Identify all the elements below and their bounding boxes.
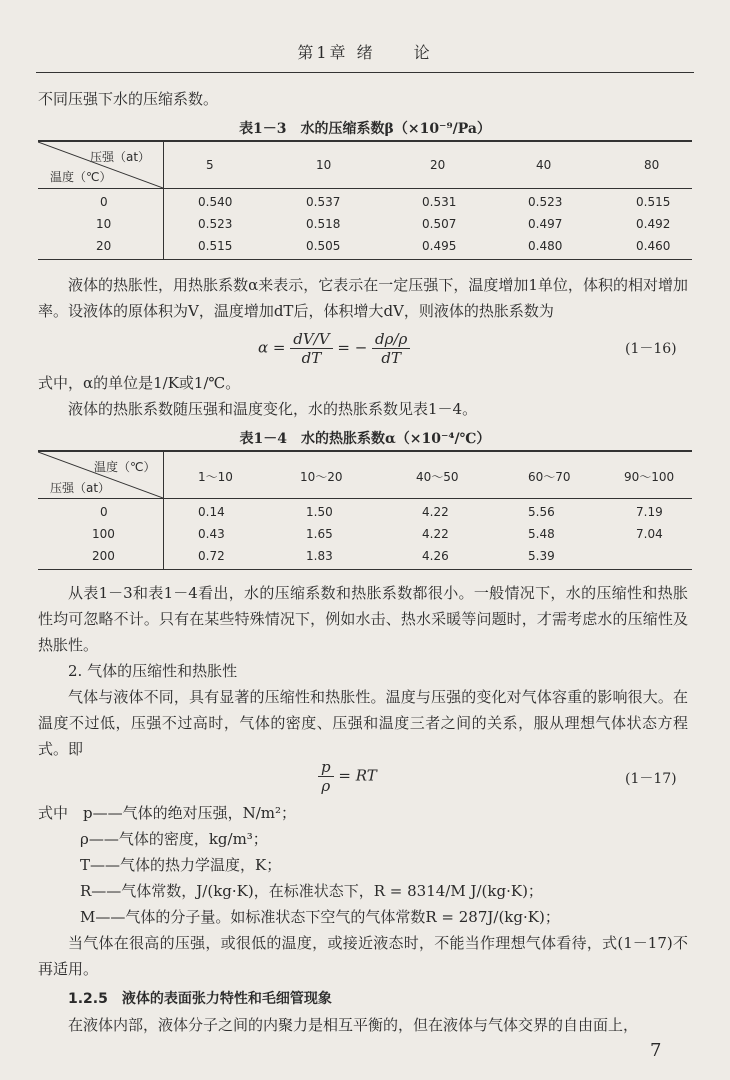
fraction-denominator: dT: [301, 349, 322, 367]
table-cell: 0.480: [528, 238, 563, 253]
table-1-4-caption: 表1－4 水的热胀系数α（×10⁻⁴/℃）: [239, 431, 491, 447]
table-cell: 7.04: [636, 526, 663, 541]
row-label: 100: [92, 526, 115, 541]
page-number: 7: [650, 1040, 662, 1061]
surface-paragraph: 在液体内部，液体分子之间的内聚力是相互平衡的，但在液体与气体交界的自由面上，: [68, 1016, 639, 1034]
row-label: 10: [96, 216, 112, 231]
row-label: 0: [100, 504, 108, 519]
table-cell: 0.515: [636, 194, 671, 209]
table-cell: 0.537: [306, 194, 341, 209]
table-cell: 4.26: [422, 548, 449, 563]
table-body: [38, 189, 692, 259]
column-header: 80: [644, 157, 660, 172]
fraction-denominator: ρ: [321, 777, 331, 795]
formula-rhs: = RT: [338, 766, 377, 785]
corner-top-label: 压强（at）: [90, 149, 151, 164]
table-cell: 0.523: [198, 216, 233, 231]
column-header: 40: [536, 157, 552, 172]
fraction: [318, 758, 334, 795]
column-header: 60～70: [528, 469, 571, 484]
table-1-3-caption: 表1－3 水的压缩系数β（×10⁻⁹/Pa）: [239, 121, 491, 137]
section-heading: 1.2.5 液体的表面张力特性和毛细管现象: [68, 991, 332, 1007]
fraction-numerator: dV/V: [290, 330, 332, 349]
table-cell: 1.83: [306, 548, 333, 563]
fraction-denominator: dT: [381, 349, 401, 367]
table-cell: 0.540: [198, 194, 233, 209]
table-cell: 1.65: [306, 526, 333, 541]
column-header: 5: [206, 157, 214, 172]
fraction-numerator: p: [318, 758, 334, 777]
column-header: 1～10: [198, 469, 233, 484]
warning-paragraph: 当气体在很高的压强，或很低的温度，或接近液态时，不能当作理想气体看待，式(1－17)不再适用。: [38, 934, 688, 978]
chapter-number: 第1章: [297, 43, 349, 62]
formula-mid: = −: [337, 338, 368, 357]
definition-line: ρ——气体的密度，kg/m³；: [80, 830, 268, 848]
row-label: 0: [100, 194, 108, 209]
table-cell: 4.22: [422, 504, 449, 519]
formula-number: (1－16): [625, 341, 677, 357]
definition-line: T——气体的热力学温度，K；: [80, 856, 282, 874]
conclusion-paragraph: 从表1－3和表1－4看出，水的压缩系数和热胀系数都很小。一般情况下，水的压缩性和热胀性均可忽略不计。只有在某些特殊情况下，例如水击、热水采暖等问题时，才需考虑水的压缩性及热胀性。: [38, 584, 688, 654]
table-1-4-intro: 液体的热胀系数随压强和温度变化，水的热胀系数见表1－4。: [68, 400, 478, 418]
formula-1-16: [258, 330, 410, 367]
unit-line: 式中，α的单位是1/K或1/℃。: [38, 374, 241, 392]
table-cell: 0.531: [422, 194, 457, 209]
column-header: 40～50: [416, 469, 459, 484]
corner-bottom-label: 温度（℃）: [50, 169, 112, 184]
fraction-numerator: dρ/ρ: [372, 330, 410, 349]
fraction: [290, 330, 332, 367]
definition-line: M——气体的分子量。如标准状态下空气的气体常数R = 287J/(kg·K)；: [80, 908, 560, 926]
page-header: [36, 40, 694, 73]
table-body: [38, 499, 692, 569]
corner-top-label: 温度（℃）: [94, 459, 156, 474]
fraction: [372, 330, 410, 367]
table-cell: 0.505: [306, 238, 341, 253]
table-cell: 0.460: [636, 238, 671, 253]
chapter-title: 绪 论: [356, 43, 433, 62]
column-header: 90～100: [624, 469, 675, 484]
table-1-4: [38, 450, 692, 570]
table-cell: 0.495: [422, 238, 457, 253]
column-header: 10～20: [300, 469, 343, 484]
definition-line: 式中 p——气体的绝对压强，N/m²；: [38, 804, 297, 822]
table-bottom-rule: [38, 259, 692, 261]
table-header-row: [38, 142, 692, 189]
subheading-gas: 2. 气体的压缩性和热胀性: [68, 662, 238, 680]
table-cell: 5.56: [528, 504, 555, 519]
table-cell: 0.14: [198, 504, 225, 519]
intro-line: 不同压强下水的压缩系数。: [38, 90, 219, 108]
corner-bottom-label: 压强（at）: [50, 480, 111, 495]
column-header: 10: [316, 157, 332, 172]
table-cell: 0.518: [306, 216, 341, 231]
table-cell: 0.515: [198, 238, 233, 253]
definition-line: R——气体常数，J/(kg·K)，在标准状态下，R = 8314/M J/(kg·K)；: [80, 882, 543, 900]
table-cell: 5.48: [528, 526, 555, 541]
table-cell: 0.492: [636, 216, 671, 231]
table-cell: 4.22: [422, 526, 449, 541]
table-cell: 7.19: [636, 504, 663, 519]
formula-number: (1－17): [625, 771, 677, 787]
table-cell: 0.43: [198, 526, 225, 541]
table-bottom-rule: [38, 569, 692, 571]
row-label: 20: [96, 238, 112, 253]
table-header-row: [38, 452, 692, 499]
table-cell: 0.497: [528, 216, 563, 231]
formula-1-17: [318, 758, 377, 795]
gas-paragraph: 气体与液体不同，具有显著的压缩性和热胀性。温度与压强的变化对气体容重的影响很大。在温度不过低，压强不过高时，气体的密度、压强和温度三者之间的关系，服从理想气体状态方程式。即: [38, 688, 688, 758]
formula-lhs: α =: [258, 338, 286, 357]
column-header: 20: [430, 157, 446, 172]
table-cell: 0.72: [198, 548, 225, 563]
row-label: 200: [92, 548, 115, 563]
table-1-3: [38, 140, 692, 260]
expansion-paragraph: 液体的热胀性，用热胀系数α来表示，它表示在一定压强下，温度增加1单位，体积的相对增加率。设液体的原体积为V，温度增加dT后，体积增大dV，则液体的热胀系数为: [38, 276, 688, 320]
table-cell: 5.39: [528, 548, 555, 563]
table-cell: 1.50: [306, 504, 333, 519]
table-cell: 0.507: [422, 216, 457, 231]
table-cell: 0.523: [528, 194, 563, 209]
